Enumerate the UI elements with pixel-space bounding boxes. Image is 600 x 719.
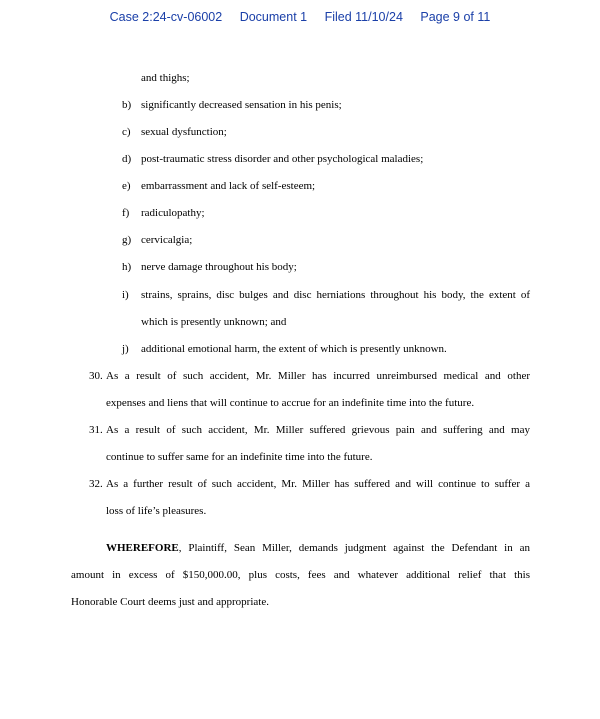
list-item-letter: h) bbox=[122, 261, 132, 273]
list-item-text: embarrassment and lack of self-esteem; bbox=[141, 180, 316, 192]
list-item-letter: e) bbox=[122, 180, 131, 192]
continuation-text: and thighs; bbox=[141, 72, 190, 84]
list-item-text: significantly decreased sensation in his penis; bbox=[141, 99, 342, 111]
wherefore-line bbox=[106, 541, 530, 555]
paragraph-line: expenses and liens that will continue to accrue for an indefinite time into the future. bbox=[106, 397, 475, 409]
paragraph-line: continue to suffer same for an indefinite time into the future. bbox=[106, 451, 373, 463]
list-item-text: post-traumatic stress disorder and other psychological maladies; bbox=[141, 153, 424, 165]
list-item-letter: j) bbox=[122, 343, 129, 355]
list-item-text: nerve damage throughout his body; bbox=[141, 261, 297, 273]
wherefore-line: Honorable Court deems just and appropriate. bbox=[71, 596, 269, 608]
page-number: Page 9 of 11 bbox=[420, 10, 491, 24]
ecf-header bbox=[0, 10, 600, 24]
paragraph-number: 30. bbox=[89, 370, 103, 382]
case-number: Case 2:24-cv-06002 bbox=[109, 10, 223, 24]
paragraph-line: As a result of such accident, Mr. Miller has incurred unreimbursed medical and other bbox=[106, 370, 530, 382]
wherefore-heading: WHEREFORE bbox=[106, 542, 179, 554]
wherefore-text: , Plaintiff, Sean Miller, demands judgment against the Defendant in an bbox=[178, 542, 530, 554]
list-item-text: strains, sprains, disc bulges and disc herniations throughout his body, the extent of bbox=[141, 289, 530, 301]
list-item-letter: d) bbox=[122, 153, 132, 165]
wherefore-line: amount in excess of $150,000.00, plus costs, fees and whatever additional relief that this bbox=[71, 569, 530, 581]
list-item-letter: i) bbox=[122, 289, 129, 301]
list-item-text: additional emotional harm, the extent of which is presently unknown. bbox=[141, 343, 447, 355]
filed-date: Filed 11/10/24 bbox=[324, 10, 403, 24]
paragraph-line: As a further result of such accident, Mr. Miller has suffered and will continue to suffer a bbox=[106, 478, 530, 490]
list-item-letter: b) bbox=[122, 99, 132, 111]
list-item-text: radiculopathy; bbox=[141, 207, 205, 219]
document-number: Document 1 bbox=[239, 10, 308, 24]
list-item-letter: f) bbox=[122, 207, 130, 219]
paragraph-line: As a result of such accident, Mr. Miller suffered grievous pain and suffering and may bbox=[106, 424, 530, 436]
list-item-text: cervicalgia; bbox=[141, 234, 193, 246]
list-item-letter: g) bbox=[122, 234, 132, 246]
list-item-letter: c) bbox=[122, 126, 131, 138]
paragraph-line: loss of life’s pleasures. bbox=[106, 505, 207, 517]
paragraph-number: 31. bbox=[89, 424, 103, 436]
paragraph-number: 32. bbox=[89, 478, 103, 490]
list-item-text-continued: which is presently unknown; and bbox=[141, 316, 287, 328]
list-item-text: sexual dysfunction; bbox=[141, 126, 227, 138]
